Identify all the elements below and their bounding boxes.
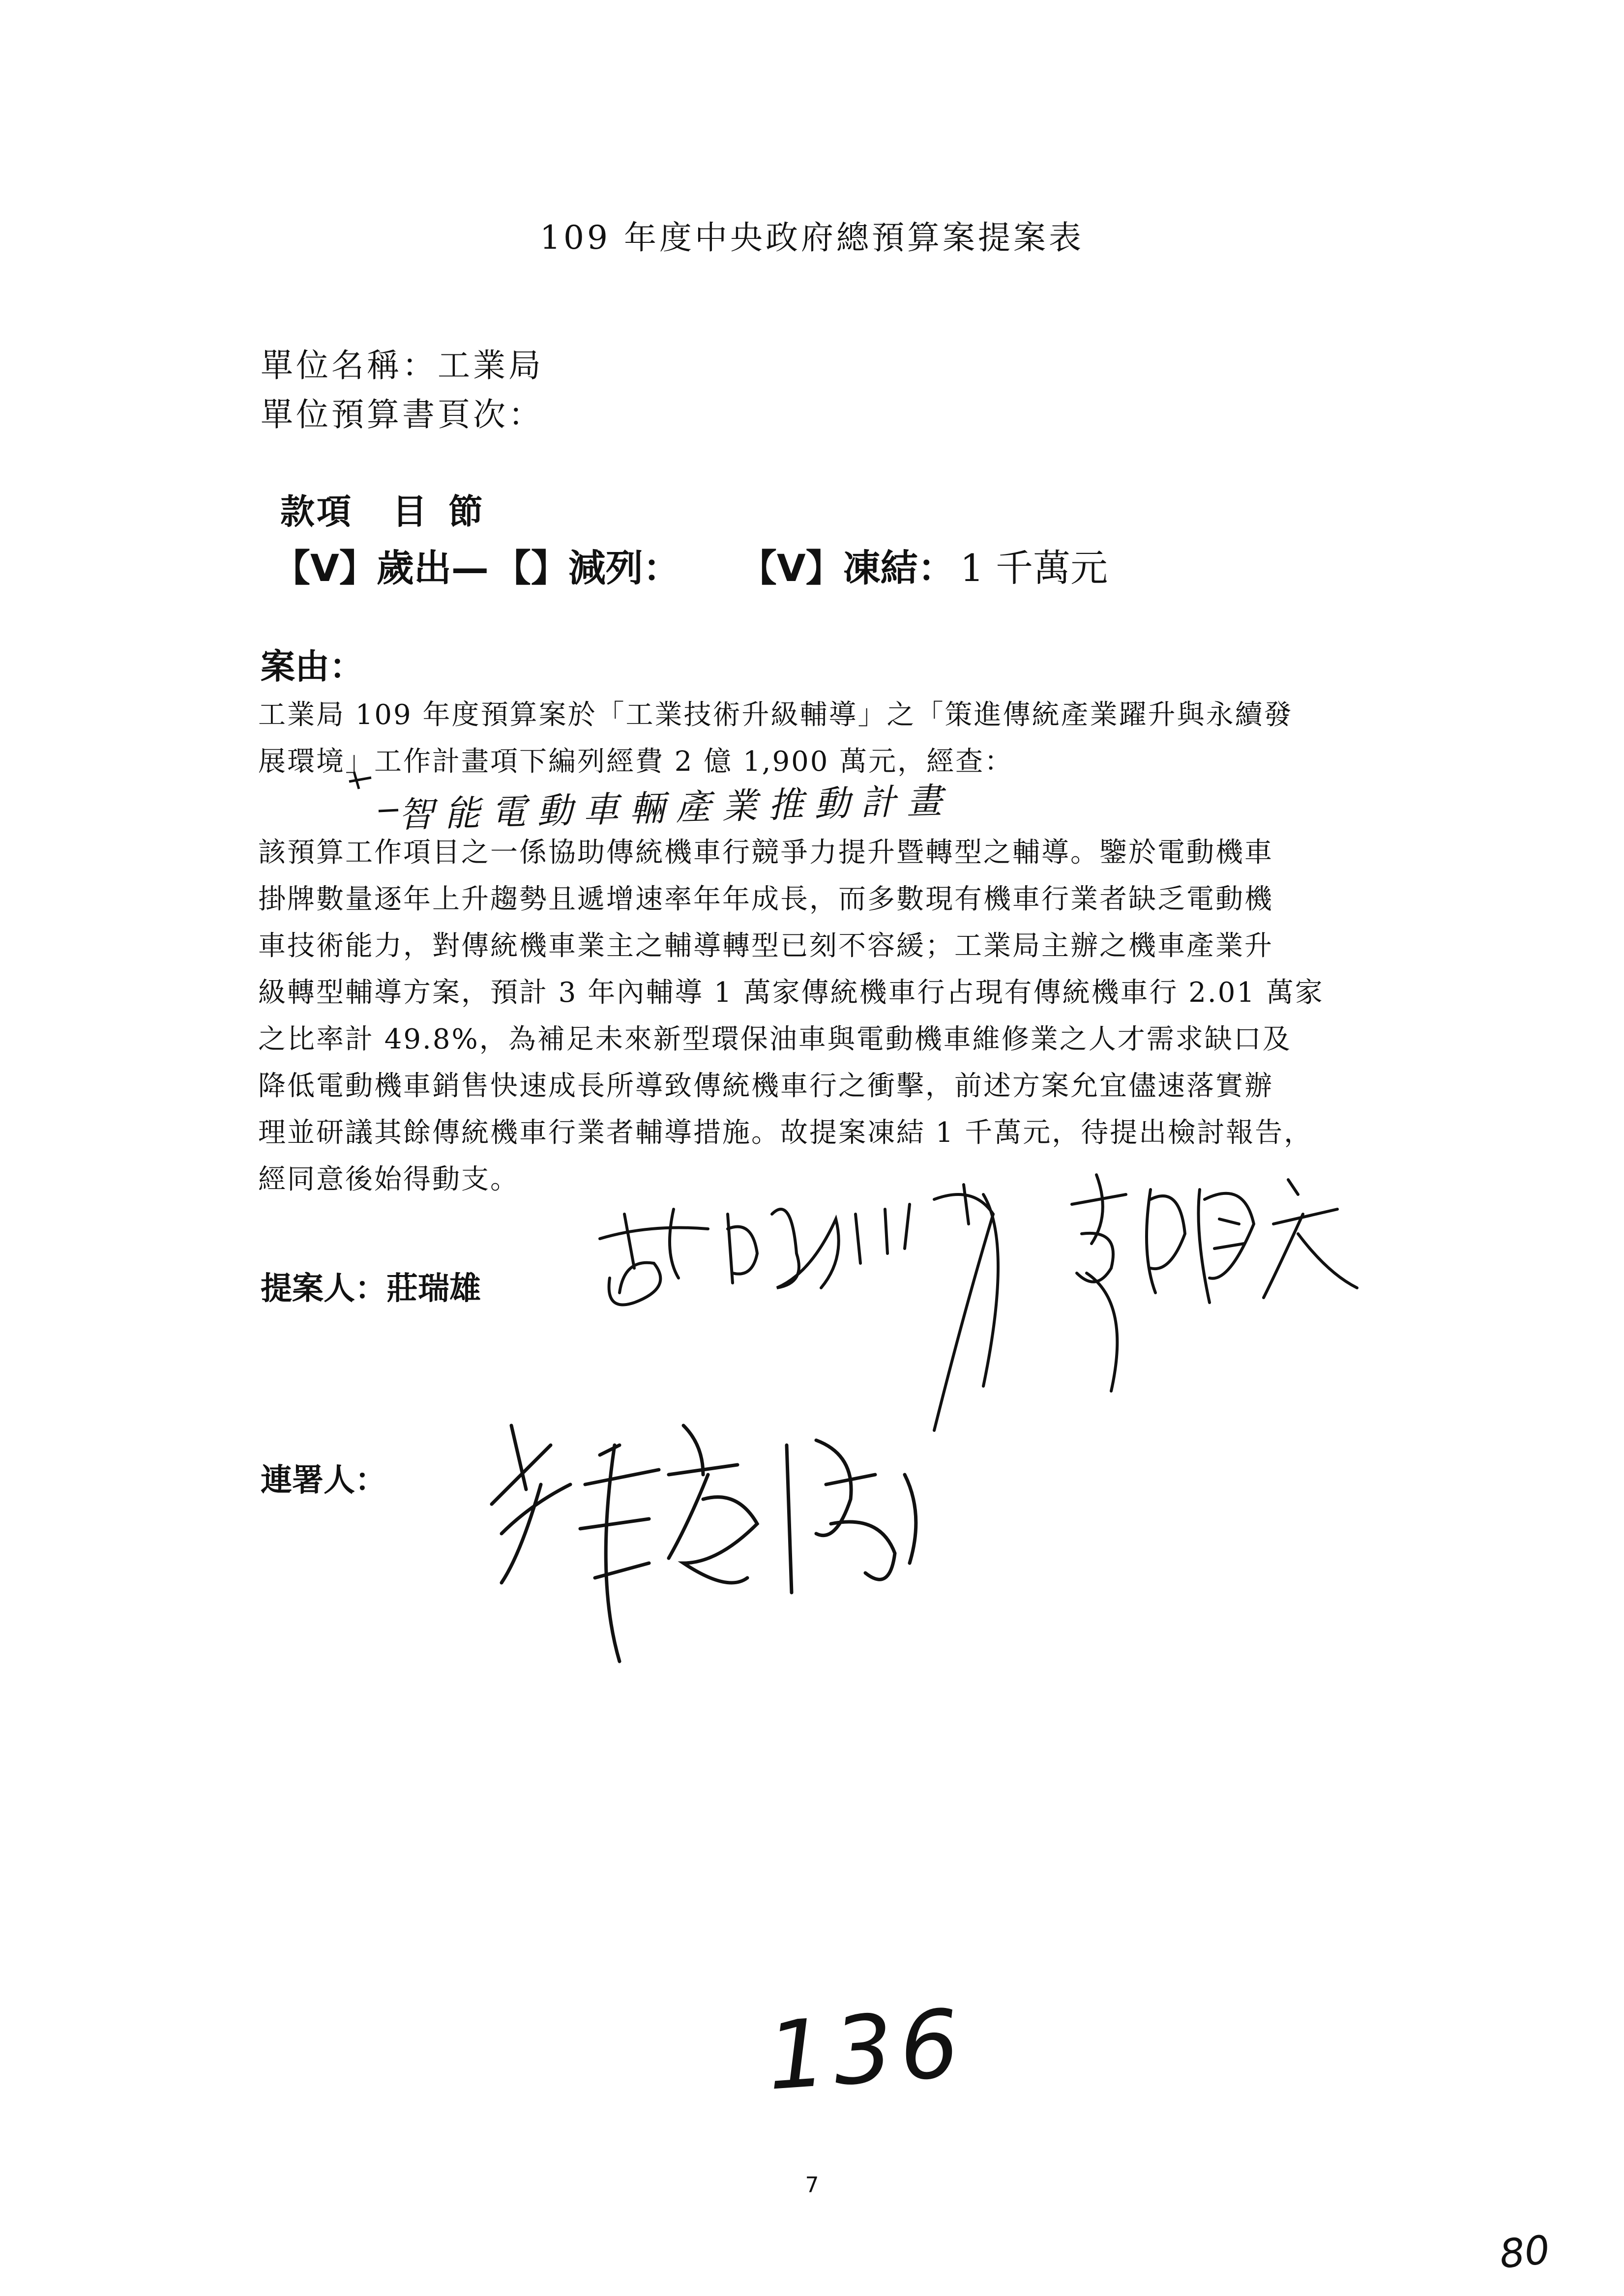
reason2-line-6: 降低電動機車銷售快速成長所導致傳統機車行之衝擊，前述方案允宜儘速落實辦 [258,1070,1273,1102]
unit-name-label: 單位名稱： [261,347,438,384]
reason2-line-4: 級轉型輔導方案，預計 3 年內輔導 1 萬家傳統機車行占現有傳統機車行 2.01 萬家 [258,977,1324,1009]
page-number: 7 [805,2173,819,2198]
expenditure-checkbox: 【V】歲出— [273,546,489,590]
reduction-checkbox: 【】減列： [493,546,680,590]
handwritten-insertion: 智能電動車輛產業推動計畫 [398,780,954,836]
category-mu: 目 [392,492,429,532]
reason2-line-5: 之比率計 49.8%，為補足未來新型環保油車與電動機車維修業之人才需求缺口及 [258,1023,1292,1055]
category-kuan: 款 [280,492,317,532]
budget-page-label: 單位預算書頁次： [261,396,544,434]
reason2-line-1: 該預算工作項目之一係協助傳統機車行競爭力提升暨轉型之輔導。鑒於電動機車 [258,837,1273,869]
reason2-line-7: 理並研議其餘傳統機車行業者輔導措施。故提案凍結 1 千萬元，待提出檢討報告， [258,1117,1313,1149]
handwritten-signature-cosigner [472,1416,954,1681]
reason2-line-2: 掛牌數量逐年上升趨勢且遞增速率年年成長，而多數現有機車行業者缺乏電動機 [258,883,1273,915]
proposer-row [261,1263,481,1308]
handwritten-page-number: 136 [763,1989,970,2111]
reason-heading: 案由： [261,646,364,687]
freeze-amount: 1 千萬元 [960,546,1108,590]
reason2-line-3: 車技術能力，對傳統機車業主之輔導轉型已刻不容緩；工業局主辦之機車產業升 [258,930,1273,962]
status-line [273,538,1108,592]
corner-note: 80 [1497,2226,1552,2278]
category-labels [280,484,485,534]
proposer-label: 提案人： [261,1271,386,1307]
document-title: 109 年度中央政府總預算案提案表 [540,219,1084,257]
budget-page-row [261,388,544,435]
cosigner-row [261,1455,386,1500]
reason2-line-8: 經同意後始得動支。 [258,1163,519,1195]
handwritten-signatures-proposer [590,1155,1500,1460]
reason-line-1: 工業局 109 年度預算案於「工業技術升級輔導」之「策進傳統產業躍升與永續發 [258,699,1293,731]
category-jie: 節 [448,492,485,532]
category-xiang: 項 [317,492,353,532]
cosigner-label: 連署人： [261,1462,386,1499]
unit-name-row [261,339,544,386]
reason-line-2: 展環境」工作計畫項下編列經費 2 億 1,900 萬元，經查： [258,746,1014,778]
proposer-name: 莊瑞雄 [386,1271,481,1307]
freeze-checkbox: 【V】凍結： [739,546,955,590]
unit-name: 工業局 [438,347,544,384]
